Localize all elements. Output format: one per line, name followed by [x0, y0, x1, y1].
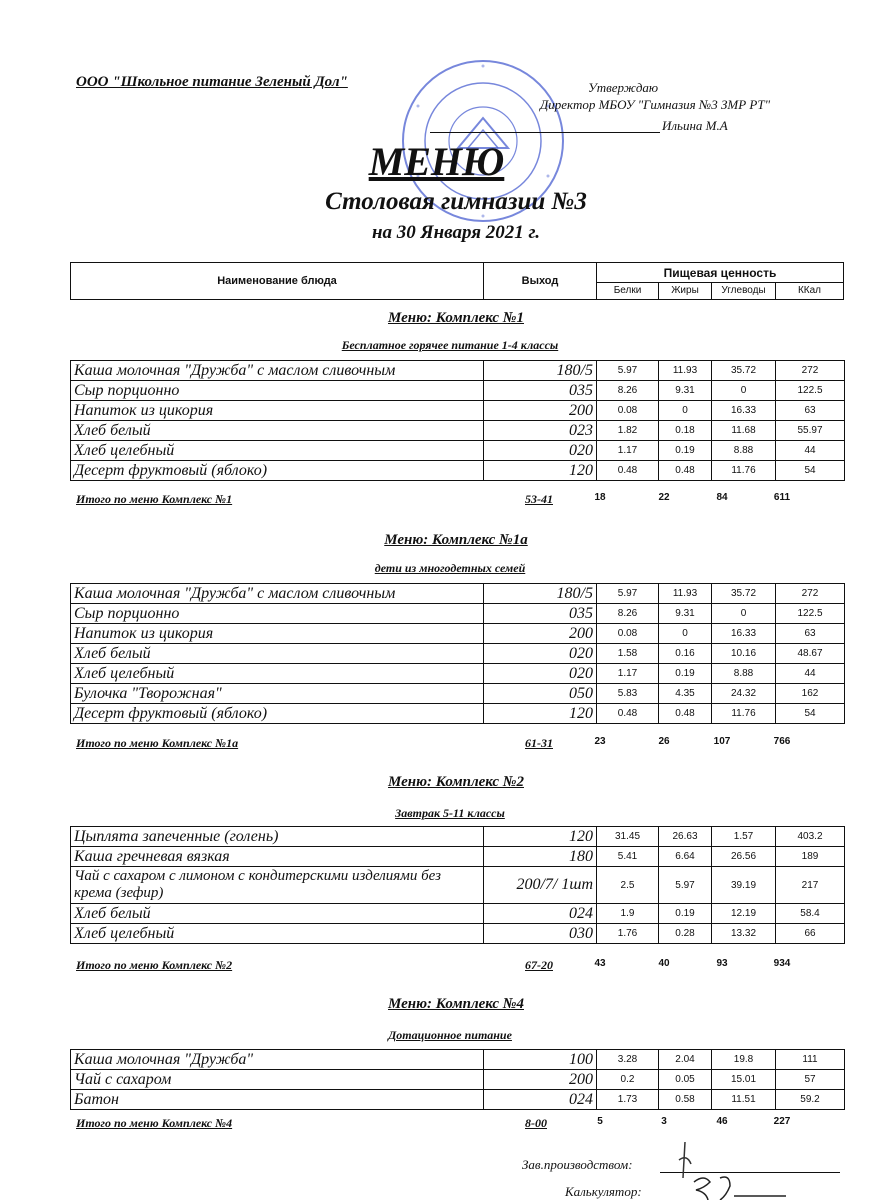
carbs-value: 8.88	[712, 664, 776, 684]
kcal-value: 63	[776, 401, 845, 421]
total-fat: 22	[658, 492, 670, 503]
dish-yield: 180/5	[484, 361, 597, 381]
total-kcal: 611	[773, 492, 791, 503]
table-row	[71, 924, 845, 944]
carbs-value: 11.68	[712, 421, 776, 441]
fat-value: 0.28	[659, 924, 712, 944]
fat-value: 26.63	[659, 827, 712, 847]
total-fat: 3	[661, 1116, 667, 1127]
dish-name: Каша молочная "Дружба" с маслом сливочным	[71, 584, 484, 604]
dish-yield: 180/5	[484, 584, 597, 604]
menu-table	[70, 826, 845, 944]
protein-value: 1.82	[597, 421, 659, 441]
total-carbs: 46	[716, 1116, 728, 1127]
dish-yield: 200	[484, 1070, 597, 1090]
table-row	[71, 461, 845, 481]
carbs-value: 15.01	[712, 1070, 776, 1090]
table-row	[71, 664, 845, 684]
protein-value: 0.48	[597, 704, 659, 724]
dish-yield: 120	[484, 461, 597, 481]
carbs-value: 11.76	[712, 461, 776, 481]
fat-value: 0.19	[659, 904, 712, 924]
dish-name: Десерт фруктовый (яблоко)	[71, 704, 484, 724]
calculator-label: Калькулятор:	[565, 1184, 642, 1199]
production-manager-label: Зав.производством:	[522, 1157, 633, 1172]
dish-yield: 120	[484, 704, 597, 724]
fat-value: 0.58	[659, 1090, 712, 1110]
calculator-signature-icon	[690, 1172, 790, 1200]
kcal-value: 55.97	[776, 421, 845, 441]
carbs-value: 13.32	[712, 924, 776, 944]
dish-name: Хлеб белый	[71, 421, 484, 441]
dish-name: Сыр порционно	[71, 604, 484, 624]
kcal-value: 54	[776, 704, 845, 724]
table-row	[71, 604, 845, 624]
total-yield: 53-41	[525, 492, 553, 506]
director-title: Директор МБОУ "Гимназия №3 ЗМР РТ"	[540, 97, 771, 112]
total-carbs: 107	[713, 736, 731, 747]
column-fat: Жиры	[659, 283, 712, 299]
total-yield: 8-00	[525, 1116, 547, 1130]
protein-value: 5.83	[597, 684, 659, 704]
section-total	[76, 492, 850, 508]
protein-value: 1.73	[597, 1090, 659, 1110]
kcal-value: 44	[776, 441, 845, 461]
table-row	[71, 847, 845, 867]
dish-yield: 200	[484, 624, 597, 644]
total-kcal: 766	[773, 736, 791, 747]
section-title: Меню: Комплекс №2	[388, 774, 524, 790]
table-row	[71, 361, 845, 381]
section-subtitle: дети из многодетных семей	[374, 561, 526, 575]
fat-value: 0	[659, 401, 712, 421]
dish-yield: 120	[484, 827, 597, 847]
dish-yield: 024	[484, 1090, 597, 1110]
carbs-value: 26.56	[712, 847, 776, 867]
table-row	[71, 904, 845, 924]
carbs-value: 16.33	[712, 401, 776, 421]
table-row	[71, 644, 845, 664]
dish-yield: 024	[484, 904, 597, 924]
signer-name: Ильина М.А	[662, 118, 728, 133]
column-kcal: ККал	[797, 285, 822, 296]
column-yield: Выход	[484, 263, 597, 299]
menu-date: на 30 Января 2021 г.	[371, 222, 541, 243]
protein-value: 31.45	[597, 827, 659, 847]
dish-name: Хлеб белый	[71, 904, 484, 924]
carbs-value: 35.72	[712, 584, 776, 604]
dish-yield: 035	[484, 604, 597, 624]
total-protein: 43	[594, 958, 606, 969]
table-row	[71, 1070, 845, 1090]
dish-name: Хлеб целебный	[71, 441, 484, 461]
protein-value: 1.58	[597, 644, 659, 664]
carbs-value: 10.16	[712, 644, 776, 664]
kcal-value: 57	[776, 1070, 845, 1090]
dish-name: Напиток из цикория	[71, 401, 484, 421]
kcal-value: 162	[776, 684, 845, 704]
fat-value: 0.05	[659, 1070, 712, 1090]
total-kcal: 934	[773, 958, 791, 969]
section-subtitle: Завтрак 5-11 классы	[395, 806, 505, 820]
total-label: Итого по меню Комплекс №1	[76, 492, 233, 506]
fat-value: 0.48	[659, 704, 712, 724]
fat-value: 9.31	[659, 381, 712, 401]
dish-name: Цыплята запеченные (голень)	[71, 827, 484, 847]
dish-name: Хлеб целебный	[71, 664, 484, 684]
fat-value: 4.35	[659, 684, 712, 704]
carbs-value: 35.72	[712, 361, 776, 381]
protein-value: 0.08	[597, 401, 659, 421]
fat-value: 6.64	[659, 847, 712, 867]
protein-value: 8.26	[597, 381, 659, 401]
dish-yield: 200	[484, 401, 597, 421]
dish-yield: 023	[484, 421, 597, 441]
carbs-value: 16.33	[712, 624, 776, 644]
total-fat: 40	[658, 958, 670, 969]
kcal-value: 111	[776, 1050, 845, 1070]
total-label: Итого по меню Комплекс №1а	[76, 736, 239, 750]
kcal-value: 58.4	[776, 904, 845, 924]
total-protein: 23	[594, 736, 606, 747]
menu-table	[70, 583, 845, 724]
dish-yield: 030	[484, 924, 597, 944]
kcal-value: 66	[776, 924, 845, 944]
carbs-value: 24.32	[712, 684, 776, 704]
kcal-value: 272	[776, 584, 845, 604]
protein-value: 5.97	[597, 584, 659, 604]
dish-yield: 100	[484, 1050, 597, 1070]
carbs-value: 8.88	[712, 441, 776, 461]
menu-table	[70, 360, 845, 481]
dish-name: Сыр порционно	[71, 381, 484, 401]
total-yield: 61-31	[525, 736, 553, 750]
table-row	[71, 401, 845, 421]
kcal-value: 44	[776, 664, 845, 684]
dish-name: Каша молочная "Дружба"	[71, 1050, 484, 1070]
table-row	[71, 624, 845, 644]
fat-value: 11.93	[659, 584, 712, 604]
fat-value: 11.93	[659, 361, 712, 381]
kcal-value: 217	[776, 867, 845, 904]
dish-name: Чай с сахаром с лимоном с кондитерскими изделиями без крема (зефир)	[71, 867, 484, 904]
kcal-value: 48.67	[776, 644, 845, 664]
dish-yield: 200/7/ 1шт	[484, 867, 597, 904]
signature-line	[430, 132, 660, 133]
dish-name: Десерт фруктовый (яблоко)	[71, 461, 484, 481]
fat-value: 9.31	[659, 604, 712, 624]
protein-value: 2.5	[597, 867, 659, 904]
table-row	[71, 421, 845, 441]
total-protein: 18	[594, 492, 606, 503]
dish-yield: 020	[484, 644, 597, 664]
kcal-value: 59.2	[776, 1090, 845, 1110]
table-row	[71, 1050, 845, 1070]
dish-yield: 180	[484, 847, 597, 867]
total-yield: 67-20	[525, 958, 553, 972]
fat-value: 0	[659, 624, 712, 644]
section-title: Меню: Комплекс №4	[388, 996, 524, 1012]
protein-value: 0.08	[597, 624, 659, 644]
protein-value: 3.28	[597, 1050, 659, 1070]
protein-value: 0.48	[597, 461, 659, 481]
fat-value: 0.19	[659, 664, 712, 684]
dish-name: Напиток из цикория	[71, 624, 484, 644]
total-carbs: 84	[716, 492, 728, 503]
section-title: Меню: Комплекс №1а	[384, 532, 528, 548]
table-header	[70, 262, 844, 300]
section-title: Меню: Комплекс №1	[388, 310, 524, 326]
protein-value: 1.9	[597, 904, 659, 924]
carbs-value: 1.57	[712, 827, 776, 847]
carbs-value: 19.8	[712, 1050, 776, 1070]
section-subtitle: Дотационное питание	[388, 1028, 512, 1042]
kcal-value: 54	[776, 461, 845, 481]
total-fat: 26	[658, 736, 670, 747]
table-row	[71, 827, 845, 847]
protein-value: 1.17	[597, 664, 659, 684]
section-total	[76, 958, 850, 974]
kcal-value: 189	[776, 847, 845, 867]
fat-value: 0.18	[659, 421, 712, 441]
kcal-value: 122.5	[776, 381, 845, 401]
dish-yield: 050	[484, 684, 597, 704]
fat-value: 0.16	[659, 644, 712, 664]
column-nutrition: Пищевая ценность	[597, 263, 843, 283]
table-row	[71, 584, 845, 604]
page-title: МЕНЮ	[368, 139, 505, 184]
dish-name: Каша молочная "Дружба" с маслом сливочным	[71, 361, 484, 381]
dish-name: Каша гречневая вязкая	[71, 847, 484, 867]
kcal-value: 63	[776, 624, 845, 644]
approve-label: Утверждаю	[588, 80, 659, 95]
column-name: Наименование блюда	[71, 263, 484, 299]
table-row	[71, 441, 845, 461]
fat-value: 0.48	[659, 461, 712, 481]
kcal-value: 403.2	[776, 827, 845, 847]
column-carbs: Углеводы	[712, 283, 776, 299]
total-protein: 5	[597, 1116, 603, 1127]
carbs-value: 11.76	[712, 704, 776, 724]
carbs-value: 0	[712, 604, 776, 624]
total-kcal: 227	[773, 1116, 791, 1127]
total-label: Итого по меню Комплекс №4	[76, 1116, 233, 1130]
carbs-value: 0	[712, 381, 776, 401]
table-row	[71, 704, 845, 724]
protein-value: 1.76	[597, 924, 659, 944]
dish-yield: 035	[484, 381, 597, 401]
table-row	[71, 381, 845, 401]
fat-value: 2.04	[659, 1050, 712, 1070]
column-protein: Белки	[597, 283, 659, 299]
table-row	[71, 1090, 845, 1110]
section-total	[76, 1116, 850, 1132]
carbs-value: 39.19	[712, 867, 776, 904]
protein-value: 5.41	[597, 847, 659, 867]
dish-name: Хлеб целебный	[71, 924, 484, 944]
dish-name: Хлеб белый	[71, 644, 484, 664]
dish-name: Батон	[71, 1090, 484, 1110]
table-row	[71, 684, 845, 704]
total-label: Итого по меню Комплекс №2	[76, 958, 233, 972]
page-subtitle: Столовая гимназии №3	[325, 188, 587, 215]
section-total	[76, 736, 850, 752]
protein-value: 0.2	[597, 1070, 659, 1090]
dish-name: Булочка "Творожная"	[71, 684, 484, 704]
dish-yield: 020	[484, 664, 597, 684]
carbs-value: 11.51	[712, 1090, 776, 1110]
table-row	[71, 867, 845, 904]
total-carbs: 93	[716, 958, 728, 969]
carbs-value: 12.19	[712, 904, 776, 924]
kcal-value: 122.5	[776, 604, 845, 624]
fat-value: 0.19	[659, 441, 712, 461]
dish-name: Чай с сахаром	[71, 1070, 484, 1090]
fat-value: 5.97	[659, 867, 712, 904]
section-subtitle: Бесплатное горячее питание 1-4 классы	[341, 338, 559, 352]
protein-value: 8.26	[597, 604, 659, 624]
dish-yield: 020	[484, 441, 597, 461]
protein-value: 1.17	[597, 441, 659, 461]
menu-table	[70, 1049, 845, 1110]
company-name: ООО "Школьное питание Зеленый Дол"	[76, 74, 348, 90]
kcal-value: 272	[776, 361, 845, 381]
protein-value: 5.97	[597, 361, 659, 381]
